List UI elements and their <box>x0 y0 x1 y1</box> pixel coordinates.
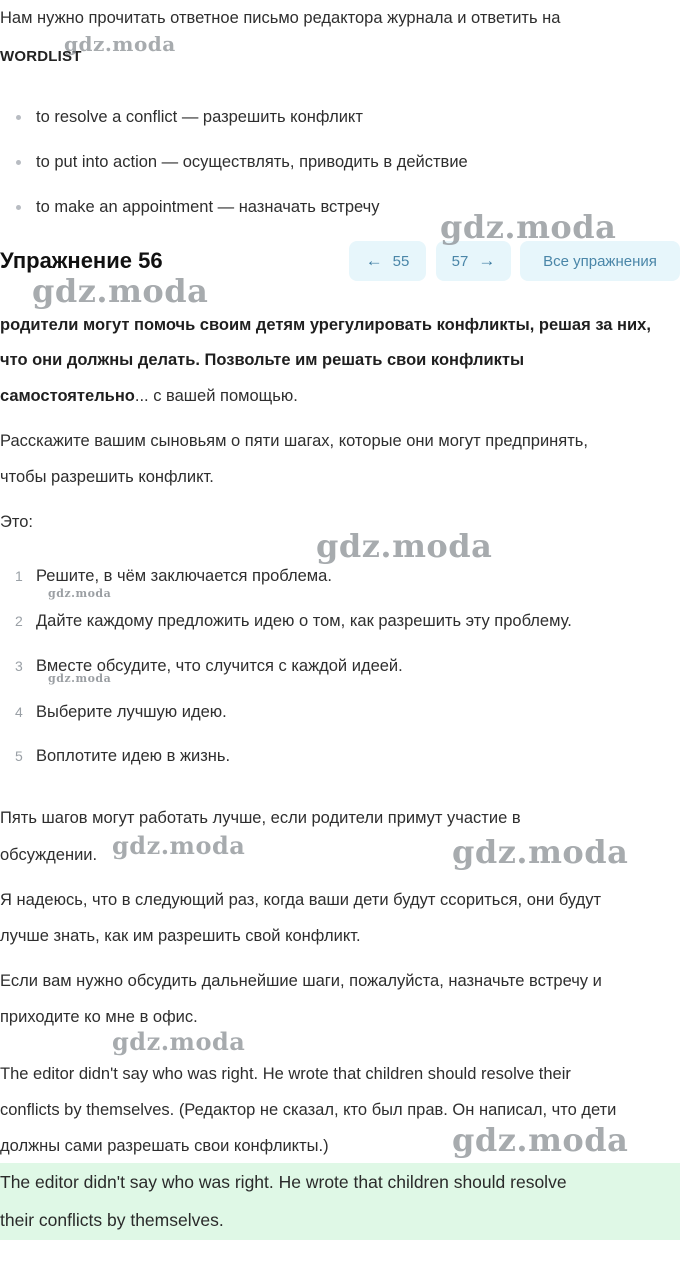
list-item-text: Выберите лучшую идею. <box>36 703 227 721</box>
arrow-right-icon: → <box>478 251 496 270</box>
list-item <box>0 608 680 634</box>
watermark-logo: gdz.moda <box>112 1027 246 1056</box>
highlight-line: The editor didn't say who was right. He wrote that children should resolve <box>0 1172 567 1192</box>
watermark-logo: gdz.moda <box>452 1121 629 1159</box>
list-item <box>0 563 680 589</box>
all-exercises-label: Все упражнения <box>543 252 657 270</box>
list-number: 1 <box>15 568 23 584</box>
list-number: 2 <box>15 613 23 629</box>
watermark-logo: gdz.moda <box>440 208 617 246</box>
watermark-logo: gdz.moda <box>64 32 176 56</box>
exercise-title: Упражнение 56 <box>0 248 163 273</box>
letter-line: Если вам нужно обсудить дальнейшие шаги, пожалуйста, назначьте встречу и <box>0 972 602 990</box>
next-exercise-button[interactable] <box>436 241 511 281</box>
list-item-text: Воплотите идею в жизнь. <box>36 747 231 765</box>
list-item <box>0 743 680 769</box>
letter-line: родители могут помочь своим детям урегулировать конфликты, решая за них, <box>0 316 651 334</box>
letter-line: что они должны делать. Позвольте им решать свои конфликты <box>0 351 525 369</box>
list-number: 3 <box>15 658 23 674</box>
answer-line: The editor didn't say who was right. He wrote that children should resolve their <box>0 1065 571 1083</box>
list-item-text: Вместе обсудите, что случится с каждой идеей. <box>36 657 403 675</box>
arrow-left-icon: ← <box>365 251 383 270</box>
next-exercise-label: 57 <box>451 252 469 270</box>
letter-line: приходите ко мне в офис. <box>0 1008 198 1026</box>
prev-exercise-button[interactable] <box>349 241 426 281</box>
list-item <box>0 699 680 725</box>
intro-text: Нам нужно прочитать ответное письмо редактора журнала и ответить на <box>0 9 561 27</box>
watermark-logo: gdz.moda <box>32 272 209 310</box>
list-item-text: Дайте каждому предложить идею о том, как разрешить эту проблему. <box>36 612 572 630</box>
answer-line: должны сами разрешать свои конфликты.) <box>0 1137 329 1155</box>
list-item-text: Решите, в чём заключается проблема. <box>36 567 332 585</box>
letter-line: Расскажите вашим сыновьям о пяти шагах, которые они могут предпринять, <box>0 432 588 450</box>
letter-line: лучше знать, как им разрешить свой конфликт. <box>0 927 361 945</box>
list-number: 4 <box>15 704 23 720</box>
letter-line: Пять шагов могут работать лучше, если родители примут участие в <box>0 809 521 827</box>
letter-bold-word: самостоятельно <box>0 387 135 405</box>
watermark-logo: gdz.moda <box>48 587 112 600</box>
highlight-line: their conflicts by themselves. <box>0 1210 224 1230</box>
bullet-icon <box>16 160 21 165</box>
answer-line: conflicts by themselves. (Редактор не сказал, кто был прав. Он написал, что дети <box>0 1101 617 1119</box>
all-exercises-button[interactable] <box>520 241 680 281</box>
letter-line: Это: <box>0 513 33 531</box>
watermark-logo: gdz.moda <box>112 831 246 860</box>
bullet-icon <box>16 205 21 210</box>
letter-line <box>0 378 680 414</box>
watermark-logo: gdz.moda <box>452 833 629 871</box>
wordlist-item <box>0 150 680 174</box>
letter-line: чтобы разрешить конфликт. <box>0 468 214 486</box>
letter-line: Я надеюсь, что в следующий раз, когда ваши дети будут ссориться, они будут <box>0 891 602 909</box>
letter-line: обсуждении. <box>0 846 98 864</box>
wordlist-item-text: to make an appointment — назначать встречу <box>36 198 380 216</box>
list-number: 5 <box>15 748 23 764</box>
wordlist-item <box>0 105 680 129</box>
letter-line-rest: ... с вашей помощью. <box>134 387 298 405</box>
bullet-icon <box>16 115 21 120</box>
prev-exercise-label: 55 <box>392 252 410 270</box>
watermark-logo: gdz.moda <box>316 527 493 565</box>
wordlist-title: WORDLIST <box>0 48 82 65</box>
watermark-logo: gdz.moda <box>48 672 112 685</box>
highlighted-answer <box>0 1163 680 1240</box>
wordlist-item-text: to put into action — осуществлять, приводить в действие <box>36 153 468 171</box>
wordlist-item-text: to resolve a conflict — разрешить конфликт <box>36 108 363 126</box>
